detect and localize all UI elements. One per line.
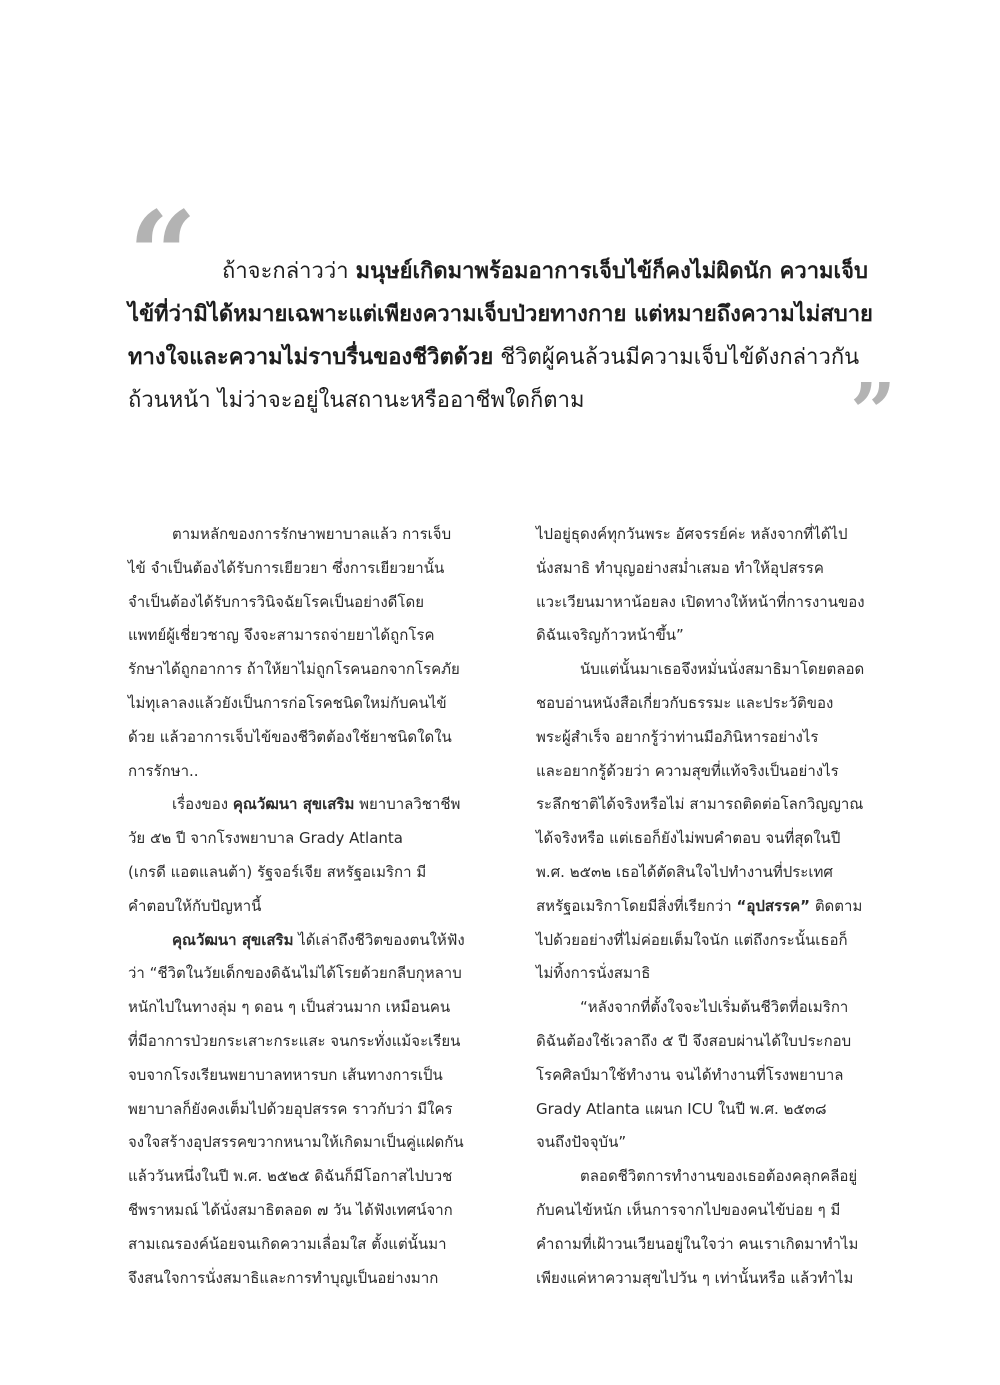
pull-quote-line: ไข้ที่ว่ามิได้หมายเฉพาะแต่เพียงความเจ็บป่วยทางกาย แต่หมายถึงความไม่สบาย <box>128 302 873 327</box>
right-column <box>536 518 906 1295</box>
pull-quote <box>128 250 903 422</box>
paragraph-continuation: ไปอยู่ธุดงค์ทุกวันพระ อัศจรรย์ค่ะ หลังจากที่ได้ไป นั่งสมาธิ ทำบุญอย่างสม่ำเสมอ ทำให้อุปสรรค แวะเวียนมาหาน้อยลง เปิดทางให้หน้าที่การงานของ ดิฉันเจริญก้าวหน้าขึ้น” <box>536 525 865 645</box>
left-column <box>128 518 498 1295</box>
close-quote-mark: ” <box>850 365 893 459</box>
paragraph-icu-life: ตลอดชีวิตการทำงานของเธอต้องคลุกคลีอยู่ กับคนไข้หนัก เห็นการจากไปของคนไข้บ่อย ๆ มี คำถามที่เฝ้าวนเวียนอยู่ในใจว่า คนเราเกิดมาทำไม เพียงแค่หาความสุขไปวัน ๆ เท่านั้นหรือ แล้วทำไม <box>536 1167 859 1287</box>
paragraph-story: คุณวัฒนา สุขเสริม ได้เล่าถึงชีวิตของตนให้ฟัง ว่า “ชีวิตในวัยเด็กของดิฉันไม่ได้โรยด้วยกลีบกุหลาบ หนักไปในทางลุ่ม ๆ ดอน ๆ เป็นส่วนมาก เหมือนคน ที่มีอาการป่วยกระเสาะกระแสะ จนกระทั่งแม้จะเรียน จบจากโรงเรียนพยาบาลทหารบก เส้นทางการเป็น พยาบาลก็ยังคงเต็มไปด้วยอุปสรรค ราวกับว่า มีใคร จงใจสร้างอุปสรรคขวากหนามให้เกิดมาเป็นคู่แฝดกัน แล้ววันหนึ่งในปี พ.ศ. ๒๕๒๕ ดิฉันก็มีโอกาสไปบวช ชีพราหมณ์ ได้นั่งสมาธิตลอด ๗ วัน ได้ฟังเทศน์จาก สามเณรองค์น้อยจนเกิดความเลื่อมใส ตั้งแต่นั้นมา จึงสนใจการนั่งสมาธิและการทำบุญเป็นอย่างมาก <box>128 930 465 1287</box>
pull-quote-line: ถ้าจะกล่าวว่า มนุษย์เกิดมาพร้อมอาการเจ็บไข้ก็คงไม่ผิดนัก ความเจ็บ <box>222 259 868 284</box>
paragraph-meditation: นับแต่นั้นมาเธอจึงหมั่นนั่งสมาธิมาโดยตลอด ชอบอ่านหนังสือเกี่ยวกับธรรมะ และประวัติของ พระผู้สำเร็จ อยากรู้ว่าท่านมีอภินิหารอย่างไร และอยากรู้ด้วยว่า ความสุขที่แท้จริงเป็นอย่างไร ระลึกชาติได้จริงหรือไม่ สามารถติดต่อโลกวิญญาณ ได้จริงหรือ แต่เธอก็ยังไม่พบคำตอบ จนที่สุดในปี พ.ศ. ๒๕๓๒ เธอได้ตัดสินใจไปทำงานที่ประเทศ สหรัฐอเมริกาโดยมีสิ่งที่เรียกว่า “อุปสรรค” ติดตาม ไปด้วยอย่างที่ไม่ค่อยเต็มใจนัก แต่ถึงกระนั้นเธอก็ ไม่ทิ้งการนั่งสมาธิ <box>536 660 865 983</box>
open-quote-mark: “ <box>128 185 192 326</box>
paragraph-intro: ตามหลักของการรักษาพยาบาลแล้ว การเจ็บ ไข้ จำเป็นต้องได้รับการเยียวยา ซึ่งการเยียวยานั้น จำเป็นต้องได้รับการวินิจฉัยโรคเป็นอย่างดีโดย แพทย์ผู้เชี่ยวชาญ จึงจะสามารถจ่ายยาได้ถูกโรค รักษาได้ถูกอาการ ถ้าให้ยาไม่ถูกโรคนอกจากโรคภัย ไม่ทุเลาลงแล้วยังเป็นการก่อโรคชนิดใหม่กับคนไข้ ด้วย แล้วอาการเจ็บไข้ของชีวิตต้องใช้ยาชนิดใดใน การรักษา.. <box>128 525 460 780</box>
paragraph-profile: เรื่องของ คุณวัฒนา สุขเสริม พยาบาลวิชาชีพ วัย ๕๒ ปี จากโรงพยาบาล Grady Atlanta (เกรดี แอตแลนต้า) รัฐจอร์เจีย สหรัฐอเมริกา มี คำตอบให้กับปัญหานี้ <box>128 795 461 915</box>
pull-quote-line: ทางใจและความไม่ราบรื่นของชีวิตด้วย ชีวิตผู้คนล้วนมีความเจ็บไข้ดังกล่าวกัน <box>128 345 860 370</box>
paragraph-america: “หลังจากที่ตั้งใจจะไปเริ่มต้นชีวิตที่อเมริกา ดิฉันต้องใช้เวลาถึง ๕ ปี จึงสอบผ่านได้ใบประกอบ โรคศิลป์มาใช้ทำงาน จนได้ทำงานที่โรงพยาบาล Grady Atlanta แผนก ICU ในปี พ.ศ. ๒๕๓๘ จนถึงปัจจุบัน” <box>536 998 852 1152</box>
pull-quote-line: ถ้วนหน้า ไม่ว่าจะอยู่ในสถานะหรืออาชีพใดก็ตาม <box>128 388 585 413</box>
